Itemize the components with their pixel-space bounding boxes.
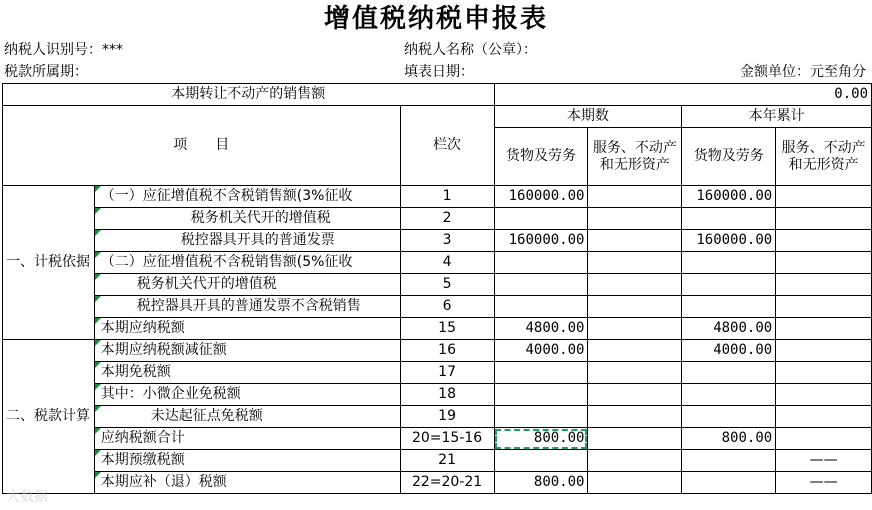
row-item-label xyxy=(94,274,400,296)
year-services-value[interactable] xyxy=(776,340,872,362)
year-goods-value[interactable] xyxy=(682,406,776,428)
table-row xyxy=(3,296,872,318)
row-item-text: 本期预缴税额 xyxy=(100,452,185,468)
current-services-value[interactable] xyxy=(588,362,682,384)
year-goods-value[interactable] xyxy=(682,208,776,230)
cell-comment-marker-icon xyxy=(95,296,101,302)
row-line-number: 2 xyxy=(400,208,494,230)
row-item-text: 税务机关代开的增值税 xyxy=(136,276,277,292)
current-services-value[interactable] xyxy=(588,186,682,208)
current-services-value[interactable] xyxy=(588,252,682,274)
row-item-label xyxy=(94,230,400,252)
fill-date-label: 填表日期： xyxy=(404,64,474,80)
item-header: 项 目 xyxy=(173,137,230,153)
year-goods-value[interactable] xyxy=(682,274,776,296)
cell-comment-marker-icon xyxy=(95,362,101,368)
year-services-value[interactable] xyxy=(776,274,872,296)
year-services-value[interactable] xyxy=(776,406,872,428)
cell-comment-marker-icon xyxy=(95,208,101,214)
year-goods-value[interactable] xyxy=(682,384,776,406)
row-item-text: 本期应纳税额 xyxy=(100,320,185,336)
row-item-text: 本期应补（退）税额 xyxy=(100,474,227,490)
row-item-label xyxy=(94,340,400,362)
row-line-number: 20=15-16 xyxy=(400,428,494,450)
row-item-label xyxy=(94,318,400,340)
cell-comment-marker-icon xyxy=(95,186,101,192)
row-item-label xyxy=(94,384,400,406)
year-services-value[interactable] xyxy=(776,252,872,274)
table-row xyxy=(3,384,872,406)
year-goods-value[interactable] xyxy=(682,252,776,274)
current-services-value[interactable] xyxy=(588,472,682,494)
section-calculation: 二、税款计算 xyxy=(3,340,95,494)
cell-comment-marker-icon xyxy=(95,340,101,346)
current-services-value[interactable] xyxy=(588,208,682,230)
current-services-value[interactable] xyxy=(588,406,682,428)
year-goods-value[interactable] xyxy=(682,296,776,318)
row-line-number: 16 xyxy=(400,340,494,362)
year-services-value[interactable] xyxy=(776,318,872,340)
blank-header-cell xyxy=(3,106,401,186)
transfer-sales-label: 本期转让不动产的销售额 xyxy=(3,84,495,106)
row-item-label xyxy=(94,406,400,428)
table-row xyxy=(3,252,872,274)
current-services-value[interactable] xyxy=(588,384,682,406)
current-goods-value[interactable] xyxy=(494,296,588,318)
row-line-number: 19 xyxy=(400,406,494,428)
year-services-value[interactable] xyxy=(776,384,872,406)
row-line-number: 17 xyxy=(400,362,494,384)
row-item-text: 本期应纳税额减征额 xyxy=(100,342,227,358)
row-item-label xyxy=(94,186,400,208)
transfer-sales-value[interactable]: 0.00 xyxy=(494,84,871,106)
row-item-text: 税控器具开具的普通发票不含税销售 xyxy=(136,298,361,314)
taxpayer-id-label: 纳税人识别号：*** xyxy=(4,42,123,58)
year-goods-value[interactable]: 4800.00 xyxy=(682,318,776,340)
row-line-number: 6 xyxy=(400,296,494,318)
row-item-text: 应纳税额合计 xyxy=(100,430,185,446)
row-line-number: 22=20-21 xyxy=(400,472,494,494)
row-item-text: 本期免税额 xyxy=(100,364,171,380)
row-line-number: 1 xyxy=(400,186,494,208)
row-item-text: 其中：小微企业免税额 xyxy=(100,386,241,402)
current-goods-value[interactable] xyxy=(494,362,588,384)
year-goods-value[interactable] xyxy=(682,362,776,384)
current-services-value[interactable] xyxy=(588,230,682,252)
current-goods-value[interactable]: 800.00 xyxy=(494,428,588,450)
current-goods-value[interactable] xyxy=(494,384,588,406)
form-title: 增值税纳税申报表 xyxy=(323,4,548,34)
table-row xyxy=(3,230,872,252)
cell-comment-marker-icon xyxy=(95,274,101,280)
current-services-value[interactable] xyxy=(588,296,682,318)
cell-comment-marker-icon xyxy=(95,450,101,456)
current-goods-value[interactable] xyxy=(494,406,588,428)
current-services-value[interactable] xyxy=(588,450,682,472)
current-goods-value[interactable]: 800.00 xyxy=(494,472,588,494)
year-goods-value[interactable]: 160000.00 xyxy=(682,186,776,208)
row-item-text: （二）应征增值税不含税销售额(5%征收 xyxy=(100,254,353,270)
row-item-text: （一）应征增值税不含税销售额(3%征收 xyxy=(100,188,353,204)
services-header: 服务、不动产和无形资产 xyxy=(588,128,682,186)
taxpayer-name-label: 纳税人名称（公章）： xyxy=(404,42,537,58)
section-basis: 一、计税依据 xyxy=(3,186,95,340)
table-row xyxy=(3,362,872,384)
row-item-text: 税务机关代开的增值税 xyxy=(190,210,331,226)
table-row xyxy=(3,450,872,472)
table-row xyxy=(3,406,872,428)
row-item-label xyxy=(94,208,400,230)
watermark: 大数据 xyxy=(6,489,48,505)
table-row xyxy=(3,318,872,340)
current-services-value[interactable] xyxy=(588,428,682,450)
year-services-value[interactable]: —— xyxy=(776,472,872,494)
row-line-number: 18 xyxy=(400,384,494,406)
year-goods-value[interactable]: 4000.00 xyxy=(682,340,776,362)
cell-comment-marker-icon xyxy=(95,318,101,324)
current-goods-value[interactable]: 4800.00 xyxy=(494,318,588,340)
year-goods-value[interactable] xyxy=(682,472,776,494)
current-services-value[interactable] xyxy=(588,340,682,362)
row-line-number: 3 xyxy=(400,230,494,252)
row-line-number: 5 xyxy=(400,274,494,296)
row-item-text: 税控器具开具的普通发票 xyxy=(180,232,335,248)
table-row xyxy=(3,208,872,230)
year-services-value[interactable] xyxy=(776,362,872,384)
current-goods-value[interactable] xyxy=(494,208,588,230)
current-goods-value[interactable] xyxy=(494,274,588,296)
current-services-value[interactable] xyxy=(588,318,682,340)
row-item-label xyxy=(94,296,400,318)
year-total-header: 本年累计 xyxy=(682,106,872,128)
row-item-label xyxy=(94,428,400,450)
cell-comment-marker-icon xyxy=(95,252,101,258)
goods-header-year: 货物及劳务 xyxy=(682,128,776,186)
year-services-value[interactable] xyxy=(776,428,872,450)
current-goods-value[interactable]: 160000.00 xyxy=(494,230,588,252)
row-line-number: 21 xyxy=(400,450,494,472)
cell-comment-marker-icon xyxy=(95,406,101,412)
year-services-value[interactable] xyxy=(776,186,872,208)
current-goods-value[interactable] xyxy=(494,450,588,472)
services-header-year: 服务、不动产和无形资产 xyxy=(776,128,872,186)
year-goods-value[interactable]: 160000.00 xyxy=(682,230,776,252)
cell-comment-marker-icon xyxy=(95,384,101,390)
current-services-value[interactable] xyxy=(588,274,682,296)
year-goods-value[interactable]: 800.00 xyxy=(682,428,776,450)
row-item-label xyxy=(94,450,400,472)
currency-unit-label: 金额单位：元至角分 xyxy=(740,64,866,80)
row-item-label xyxy=(94,252,400,274)
goods-header: 货物及劳务 xyxy=(494,128,588,186)
table-row xyxy=(3,428,872,450)
table-row xyxy=(3,472,872,494)
tax-period-label: 税款所属期： xyxy=(4,64,88,80)
row-item-text: 未达起征点免税额 xyxy=(150,408,263,424)
current-goods-value[interactable]: 4000.00 xyxy=(494,340,588,362)
table-row xyxy=(3,274,872,296)
row-line-number: 4 xyxy=(400,252,494,274)
year-services-value[interactable]: —— xyxy=(776,450,872,472)
row-item-label xyxy=(94,472,400,494)
cell-comment-marker-icon xyxy=(95,428,101,434)
row-line-number: 15 xyxy=(400,318,494,340)
year-services-value[interactable] xyxy=(776,230,872,252)
vat-return-table xyxy=(2,83,872,494)
cell-comment-marker-icon xyxy=(95,472,101,478)
cell-comment-marker-icon xyxy=(95,230,101,236)
current-goods-value[interactable] xyxy=(494,252,588,274)
row-item-label xyxy=(94,362,400,384)
table-row xyxy=(3,340,872,362)
line-number-header: 栏次 xyxy=(400,106,494,186)
current-goods-value[interactable]: 160000.00 xyxy=(494,186,588,208)
year-goods-value[interactable] xyxy=(682,450,776,472)
table-row xyxy=(3,186,872,208)
current-period-header: 本期数 xyxy=(494,106,682,128)
year-services-value[interactable] xyxy=(776,208,872,230)
year-services-value[interactable] xyxy=(776,296,872,318)
